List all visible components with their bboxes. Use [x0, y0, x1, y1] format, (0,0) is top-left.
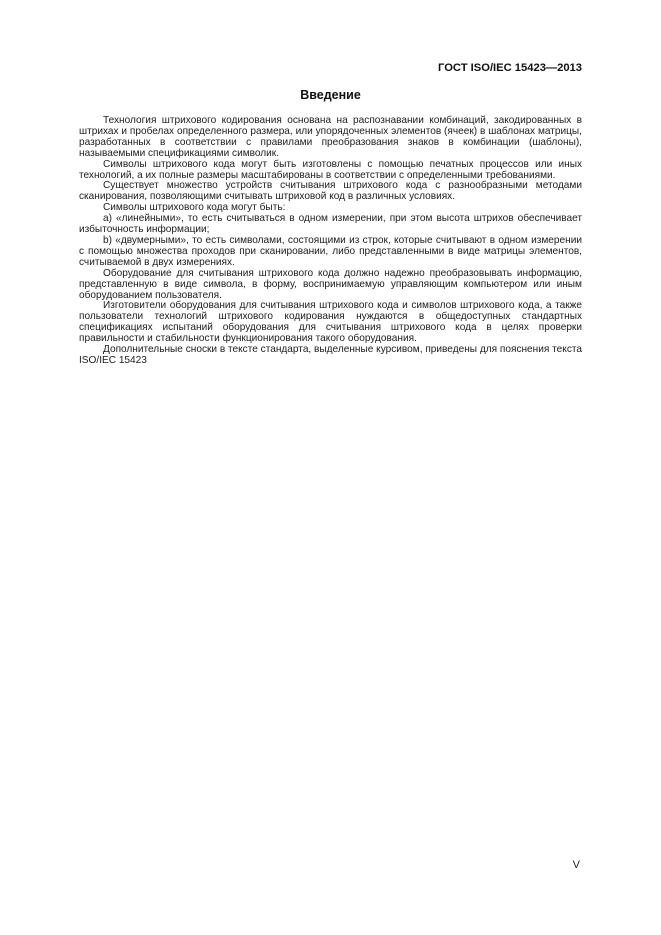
paragraph-manufacturers: Изготовители оборудования для считывания штрихового кода и символов штрихового кода, а также пользователи технологий штрихового кодирования нуждаются в общедоступных стандартных спецификациях испытаний оборудования для считывания штрихового кода в целях проверки правильности и стабильности функционирования такого оборудования. [79, 300, 582, 345]
page-number: V [572, 859, 580, 871]
body-text [79, 116, 582, 367]
paragraph-footnotes: Дополнительные сноски в тексте стандарта, выделенные курсивом, приведены для пояснения текста ISO/IEC 15423 [79, 344, 582, 366]
paragraph-equipment: Оборудование для считывания штрихового кода должно надежно преобразовывать информацию, представленную в виде символа, в форму, воспринимаемую управляющим компьютером или иным оборудованием пользователя. [79, 267, 582, 301]
paragraph-technology: Технология штрихового кодирования основана на распознавании комбинаций, закодированных в штрихах и пробелах определенного размера, или упорядоченных элементов (ячеек) в шаблонах матрицы, разработанных в соответствии с правилами преобразования знаков в комбинации (шаблоны), называемыми спецификациями символик. [79, 115, 582, 159]
paragraph-scanning-devices: Существует множество устройств считывания штрихового кода с разнообразными методами сканирования, позволяющими считывать штриховой код в различных условиях. [79, 180, 582, 203]
standard-id-header: ГОСТ ISO/IEC 15423—2013 [438, 62, 582, 74]
section-title: Введение [300, 88, 361, 102]
paragraph-symbols-production: Символы штрихового кода могут быть изготовлены с помощью печатных процессов или иных технологий, а их полные размеры масштабированы в соответствии с определенными требованиями. [79, 158, 582, 181]
list-item-two-dimensional: b) «двумерными», то есть символами, состоящими из строк, которые считывают в одном измерении с помощью множества проходов при сканировании, либо представленными в виде матрицы элементов, считываемой в двух измерениях. [79, 234, 582, 268]
list-item-linear: a) «линейными», то есть считываться в одном измерении, при этом высота штрихов обеспечивает избыточность информации; [79, 213, 582, 236]
paragraph-symbol-types-intro: Символы штрихового кода могут быть: [103, 202, 286, 214]
